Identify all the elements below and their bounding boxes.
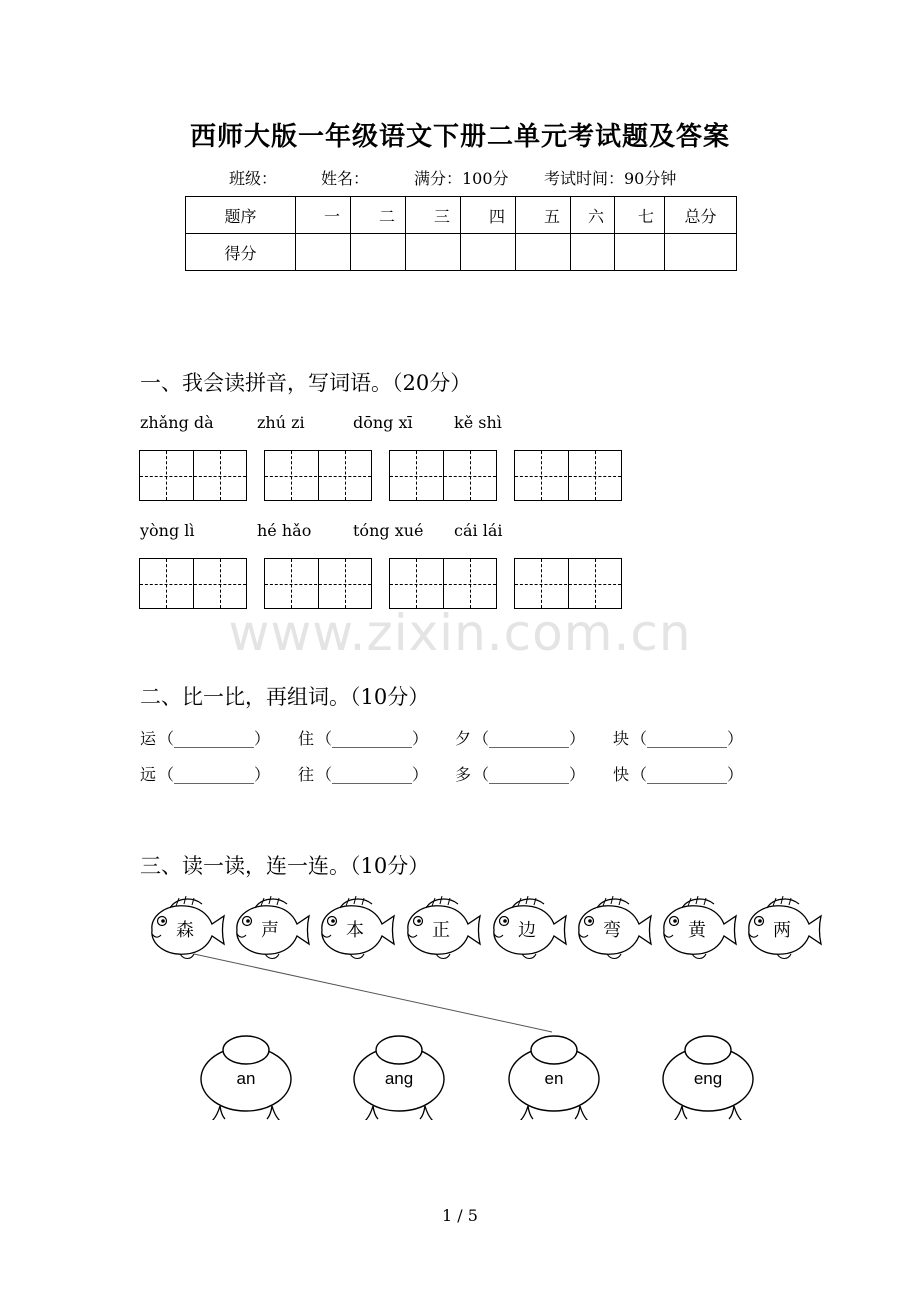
answer-blank[interactable]: （__________） [631, 765, 744, 784]
fish-item[interactable] [237, 896, 309, 959]
fish-char: 边 [518, 920, 536, 941]
compare-char: 运 [140, 729, 157, 748]
pinyin-5: yòng lì [140, 521, 195, 540]
score-cell[interactable] [351, 234, 406, 271]
answer-blank[interactable]: （__________） [631, 729, 744, 748]
pot-item[interactable] [509, 1036, 599, 1120]
score-cell[interactable] [571, 234, 615, 271]
fish-char: 本 [346, 920, 364, 941]
pinyin-7: tóng xué [353, 521, 424, 540]
fish-item[interactable] [579, 896, 651, 959]
score-col-2: 二 [351, 197, 406, 234]
fish-char: 正 [432, 920, 450, 941]
fish-char: 弯 [603, 920, 621, 941]
score-cell[interactable] [406, 234, 461, 271]
score-cell[interactable] [296, 234, 351, 271]
compare-char: 快 [613, 765, 630, 784]
fish-item[interactable] [408, 896, 480, 959]
answer-blank[interactable]: （__________） [316, 765, 429, 784]
pot-item[interactable] [663, 1036, 753, 1120]
compare-char: 往 [298, 765, 315, 784]
answer-blank[interactable]: （__________） [158, 729, 271, 748]
score-col-4: 四 [461, 197, 516, 234]
score-cell[interactable] [615, 234, 665, 271]
compare-char: 多 [455, 765, 472, 784]
writing-grid[interactable] [389, 450, 497, 501]
matching-diagram [0, 890, 920, 1120]
pot-label: en [544, 1069, 564, 1088]
page-title: 西师大版一年级语文下册二单元考试题及答案 [189, 122, 730, 152]
score-col-total: 总分 [665, 197, 737, 234]
compare-char: 块 [613, 729, 630, 748]
compare-char: 夕 [455, 729, 472, 748]
pinyin-6: hé hǎo [257, 521, 312, 540]
score-col-1: 一 [296, 197, 351, 234]
pinyin-2: zhú zi [257, 413, 305, 432]
section3-title: 三、读一读，连一连。（10分） [140, 854, 430, 878]
score-col-6: 六 [571, 197, 615, 234]
answer-blank[interactable]: （__________） [316, 729, 429, 748]
pinyin-4: kě shì [454, 413, 502, 432]
compare-char: 远 [140, 765, 157, 784]
exam-time-label: 考试时间：90分钟 [544, 169, 677, 188]
pinyin-1: zhǎng dà [140, 413, 214, 432]
writing-grid[interactable] [389, 558, 497, 609]
score-cell[interactable] [461, 234, 516, 271]
pot-label: eng [693, 1069, 723, 1088]
page-number: 1 / 5 [442, 1206, 478, 1225]
score-cell[interactable] [665, 234, 737, 271]
writing-grid[interactable] [514, 558, 622, 609]
score-table-header-label: 题序 [186, 197, 296, 234]
score-col-5: 五 [516, 197, 571, 234]
writing-grid[interactable] [139, 450, 247, 501]
fish-char: 黄 [688, 920, 706, 941]
score-col-3: 三 [406, 197, 461, 234]
pinyin-3: dōng xī [353, 413, 413, 432]
section1-title: 一、我会读拼音，写词语。（20分） [140, 371, 472, 395]
fish-item[interactable] [664, 896, 736, 959]
score-table-score-row [186, 234, 737, 271]
pot-label: an [236, 1069, 256, 1088]
pot-label: ang [384, 1069, 414, 1088]
fish-item[interactable] [322, 896, 394, 959]
score-table [185, 196, 737, 271]
fish-char: 声 [261, 920, 279, 941]
answer-blank[interactable]: （__________） [473, 765, 586, 784]
watermark: www.zixin.com.cn [228, 604, 692, 662]
answer-blank[interactable]: （__________） [473, 729, 586, 748]
full-score-label: 满分：100分 [414, 169, 509, 188]
connecting-line [194, 954, 552, 1032]
fish-item[interactable] [494, 896, 566, 959]
writing-grid[interactable] [264, 558, 372, 609]
fish-char: 森 [176, 920, 194, 941]
class-label: 班级： [229, 169, 278, 188]
fish-char: 两 [773, 920, 791, 941]
score-table-header-row [186, 197, 737, 234]
pot-item[interactable] [354, 1036, 444, 1120]
writing-grid[interactable] [514, 450, 622, 501]
section2-title: 二、比一比，再组词。（10分） [140, 685, 430, 709]
fish-item[interactable] [749, 896, 821, 959]
writing-grid[interactable] [264, 450, 372, 501]
name-label: 姓名： [321, 169, 370, 188]
answer-blank[interactable]: （__________） [158, 765, 271, 784]
pot-item[interactable] [201, 1036, 291, 1120]
compare-char: 住 [298, 729, 315, 748]
score-col-7: 七 [615, 197, 665, 234]
score-row-label: 得分 [186, 234, 296, 271]
pinyin-8: cái lái [454, 521, 503, 540]
writing-grid[interactable] [139, 558, 247, 609]
fish-item[interactable] [152, 896, 224, 959]
score-cell[interactable] [516, 234, 571, 271]
